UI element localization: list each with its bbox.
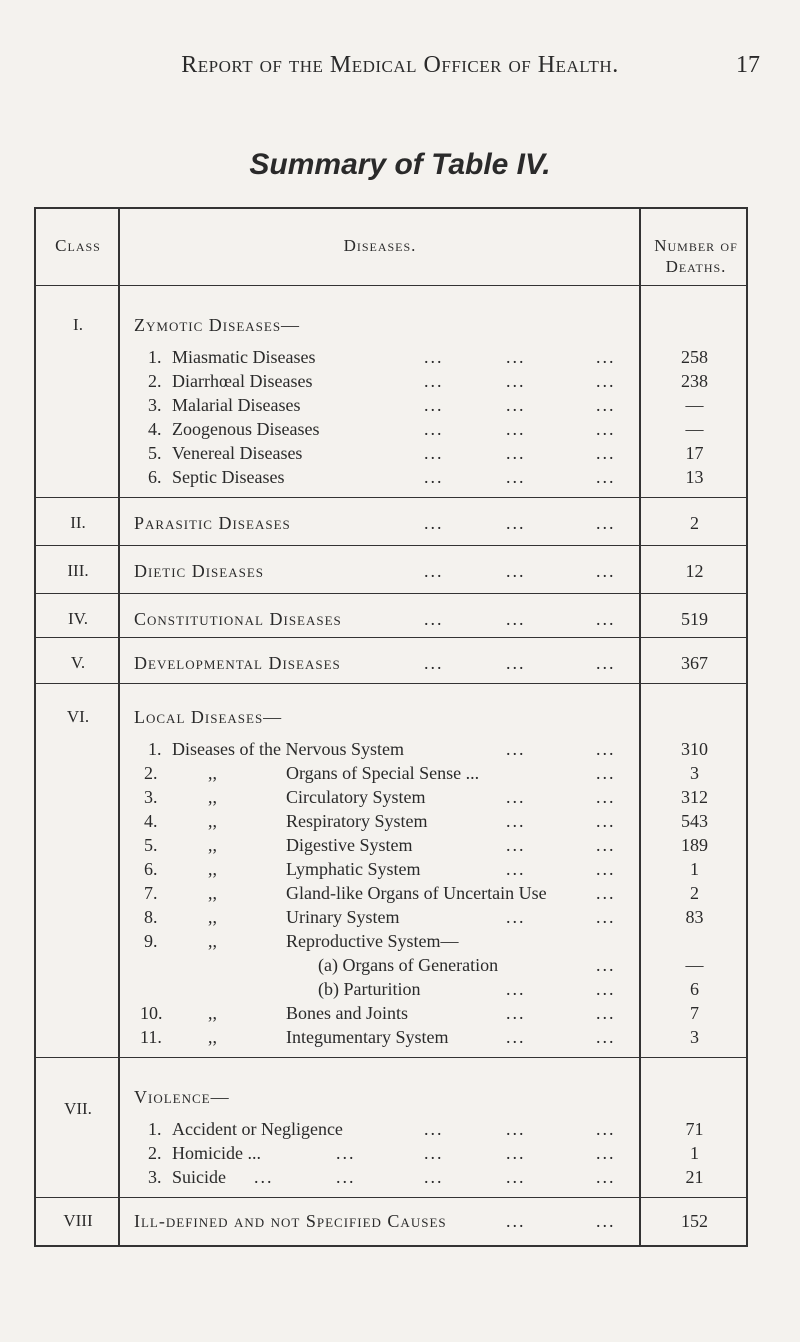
death-count: 2 xyxy=(690,883,699,903)
death-count: 13 xyxy=(685,467,704,487)
item-label: Bones and Joints xyxy=(286,1003,409,1023)
leader-dots: ... xyxy=(596,1027,616,1047)
row-divider xyxy=(36,683,746,684)
item-label: Diarrhœal Diseases xyxy=(172,371,313,391)
section-title: Developmental Diseases xyxy=(134,653,341,673)
leader-dots: ... xyxy=(506,513,526,533)
death-count: 367 xyxy=(681,653,708,673)
item-number: 3. xyxy=(148,1167,162,1187)
item-label: Digestive System xyxy=(286,835,413,855)
item-label: Venereal Diseases xyxy=(172,443,303,463)
item-number: 4. xyxy=(144,811,158,831)
item-number: 10. xyxy=(140,1003,163,1023)
item-label: Circulatory System xyxy=(286,787,426,807)
ditto-mark: ,, xyxy=(208,835,217,855)
class-label: V. xyxy=(70,653,86,672)
leader-dots: ... xyxy=(506,419,526,439)
leader-dots: ... xyxy=(506,395,526,415)
leader-dots: ... xyxy=(506,1143,526,1163)
death-count: 71 xyxy=(685,1119,704,1139)
item-label: Septic Diseases xyxy=(172,467,285,487)
leader-dots: ... xyxy=(424,561,444,581)
row-divider xyxy=(36,1057,746,1058)
death-count: 2 xyxy=(690,513,699,533)
item-label: Miasmatic Diseases xyxy=(172,347,316,367)
ditto-mark: ,, xyxy=(208,931,217,951)
ditto-mark: ,, xyxy=(208,1003,217,1023)
ditto-mark: ,, xyxy=(208,883,217,903)
header-deaths: Number of Deaths. xyxy=(654,236,738,277)
leader-dots: ... xyxy=(506,835,526,855)
leader-dots: ... xyxy=(506,1003,526,1023)
death-count: 21 xyxy=(685,1167,704,1187)
item-label: Accident or Negligence xyxy=(172,1119,343,1139)
section-title: Violence— xyxy=(134,1087,230,1107)
leader-dots: ... xyxy=(596,955,616,975)
leader-dots: ... xyxy=(596,979,616,999)
leader-dots: ... xyxy=(596,653,616,673)
leader-dots: ... xyxy=(596,835,616,855)
item-label: Homicide ... xyxy=(172,1143,261,1163)
class-label: VI. xyxy=(66,707,90,726)
leader-dots: ... xyxy=(506,811,526,831)
leader-dots: ... xyxy=(506,979,526,999)
leader-dots: ... xyxy=(424,467,444,487)
leader-dots: ... xyxy=(596,467,616,487)
item-label: Respiratory System xyxy=(286,811,428,831)
leader-dots: ... xyxy=(506,859,526,879)
death-count: 189 xyxy=(681,835,708,855)
section-title: Dietic Diseases xyxy=(134,561,264,581)
leader-dots: ... xyxy=(596,811,616,831)
row-divider xyxy=(36,497,746,498)
leader-dots: ... xyxy=(596,347,616,367)
leader-dots: ... xyxy=(424,371,444,391)
header-diseases: Diseases. xyxy=(343,236,417,255)
leader-dots: ... xyxy=(336,1143,356,1163)
death-count: 258 xyxy=(681,347,708,367)
death-count: 83 xyxy=(685,907,704,927)
item-number: 2. xyxy=(148,371,162,391)
death-count: 519 xyxy=(681,609,708,629)
death-count: 7 xyxy=(690,1003,699,1023)
leader-dots: ... xyxy=(596,513,616,533)
ditto-mark: ,, xyxy=(208,787,217,807)
leader-dots: ... xyxy=(596,1003,616,1023)
page-title: Summary of Table IV. xyxy=(249,148,551,181)
death-count: 6 xyxy=(690,979,699,999)
item-label: (b) Parturition xyxy=(318,979,421,999)
section-title: Parasitic Diseases xyxy=(134,513,291,533)
death-count: 312 xyxy=(681,787,708,807)
item-label: Diseases of the Nervous System xyxy=(172,739,404,759)
ditto-mark: ,, xyxy=(208,907,217,927)
leader-dots: ... xyxy=(506,347,526,367)
item-number: 5. xyxy=(144,835,158,855)
death-count: 17 xyxy=(685,443,704,463)
leader-dots: ... xyxy=(424,395,444,415)
leader-dots: ... xyxy=(424,419,444,439)
death-count: 152 xyxy=(681,1211,708,1231)
row-divider xyxy=(36,593,746,594)
row-divider xyxy=(36,545,746,546)
death-count: 543 xyxy=(681,811,708,831)
running-head: Report of the Medical Officer of Health. xyxy=(181,52,619,78)
class-label: VIII xyxy=(63,1211,93,1230)
leader-dots: ... xyxy=(596,1119,616,1139)
item-number: 6. xyxy=(148,467,162,487)
death-count: 3 xyxy=(690,763,699,783)
header-class: Class xyxy=(55,236,101,255)
death-count: — xyxy=(685,955,704,975)
class-label: IV. xyxy=(68,609,88,628)
item-number: 2. xyxy=(144,763,158,783)
item-number: 1. xyxy=(148,347,162,367)
leader-dots: ... xyxy=(596,609,616,629)
leader-dots: ... xyxy=(596,419,616,439)
item-label: (a) Organs of Generation xyxy=(318,955,499,975)
leader-dots: ... xyxy=(424,1167,444,1187)
item-number: 3. xyxy=(148,395,162,415)
item-label: Integumentary System xyxy=(286,1027,449,1047)
leader-dots: ... xyxy=(596,371,616,391)
death-count: 1 xyxy=(690,1143,699,1163)
item-label: Gland-like Organs of Uncertain Use xyxy=(286,883,547,903)
leader-dots: ... xyxy=(596,1143,616,1163)
leader-dots: ... xyxy=(596,443,616,463)
page-number: 17 xyxy=(736,52,760,78)
item-label: Suicide xyxy=(172,1167,226,1187)
item-number: 4. xyxy=(148,419,162,439)
row-divider xyxy=(36,1197,746,1198)
class-label: VII. xyxy=(64,1099,92,1118)
item-label: Reproductive System— xyxy=(286,931,459,951)
ditto-mark: ,, xyxy=(208,859,217,879)
leader-dots: ... xyxy=(506,1119,526,1139)
death-count: — xyxy=(685,395,704,415)
leader-dots: ... xyxy=(596,561,616,581)
item-number: 3. xyxy=(144,787,158,807)
section-title: Constitutional Diseases xyxy=(134,609,342,629)
item-number: 9. xyxy=(144,931,158,951)
summary-table xyxy=(34,207,748,1247)
leader-dots: ... xyxy=(254,1167,274,1187)
leader-dots: ... xyxy=(424,1143,444,1163)
item-label: Organs of Special Sense ... xyxy=(286,763,480,783)
leader-dots: ... xyxy=(596,763,616,783)
item-label: Lymphatic System xyxy=(286,859,421,879)
leader-dots: ... xyxy=(336,1167,356,1187)
leader-dots: ... xyxy=(506,1027,526,1047)
leader-dots: ... xyxy=(424,513,444,533)
leader-dots: ... xyxy=(596,883,616,903)
item-number: 1. xyxy=(148,1119,162,1139)
section-title: Ill-defined and not Specified Causes xyxy=(134,1211,447,1231)
ditto-mark: ,, xyxy=(208,763,217,783)
leader-dots: ... xyxy=(596,1211,616,1231)
leader-dots: ... xyxy=(506,561,526,581)
leader-dots: ... xyxy=(506,1167,526,1187)
row-divider xyxy=(36,637,746,638)
leader-dots: ... xyxy=(424,347,444,367)
leader-dots: ... xyxy=(506,371,526,391)
item-number: 7. xyxy=(144,883,158,903)
item-number: 8. xyxy=(144,907,158,927)
leader-dots: ... xyxy=(506,787,526,807)
leader-dots: ... xyxy=(596,395,616,415)
leader-dots: ... xyxy=(596,859,616,879)
leader-dots: ... xyxy=(506,739,526,759)
class-label: II. xyxy=(70,513,86,532)
leader-dots: ... xyxy=(506,653,526,673)
leader-dots: ... xyxy=(424,443,444,463)
column-divider xyxy=(118,209,120,1245)
leader-dots: ... xyxy=(424,1119,444,1139)
leader-dots: ... xyxy=(424,653,444,673)
section-title: Zymotic Diseases— xyxy=(134,315,301,335)
leader-dots: ... xyxy=(424,609,444,629)
death-count: 310 xyxy=(681,739,708,759)
leader-dots: ... xyxy=(506,609,526,629)
death-count: 1 xyxy=(690,859,699,879)
item-number: 1. xyxy=(148,739,162,759)
item-label: Malarial Diseases xyxy=(172,395,301,415)
leader-dots: ... xyxy=(506,467,526,487)
death-count: 3 xyxy=(690,1027,699,1047)
ditto-mark: ,, xyxy=(208,811,217,831)
class-label: I. xyxy=(73,315,83,334)
death-count: 238 xyxy=(681,371,708,391)
leader-dots: ... xyxy=(506,907,526,927)
item-label: Urinary System xyxy=(286,907,400,927)
item-number: 6. xyxy=(144,859,158,879)
leader-dots: ... xyxy=(506,443,526,463)
leader-dots: ... xyxy=(596,1167,616,1187)
death-count: 12 xyxy=(685,561,704,581)
item-label: Zoogenous Diseases xyxy=(172,419,320,439)
item-number: 2. xyxy=(148,1143,162,1163)
leader-dots: ... xyxy=(596,907,616,927)
leader-dots: ... xyxy=(596,739,616,759)
leader-dots: ... xyxy=(506,1211,526,1231)
item-number: 5. xyxy=(148,443,162,463)
item-number: 11. xyxy=(140,1027,162,1047)
class-label: III. xyxy=(67,561,89,580)
leader-dots: ... xyxy=(596,787,616,807)
row-divider xyxy=(36,285,746,286)
death-count: — xyxy=(685,419,704,439)
section-title: Local Diseases— xyxy=(134,707,283,727)
ditto-mark: ,, xyxy=(208,1027,217,1047)
